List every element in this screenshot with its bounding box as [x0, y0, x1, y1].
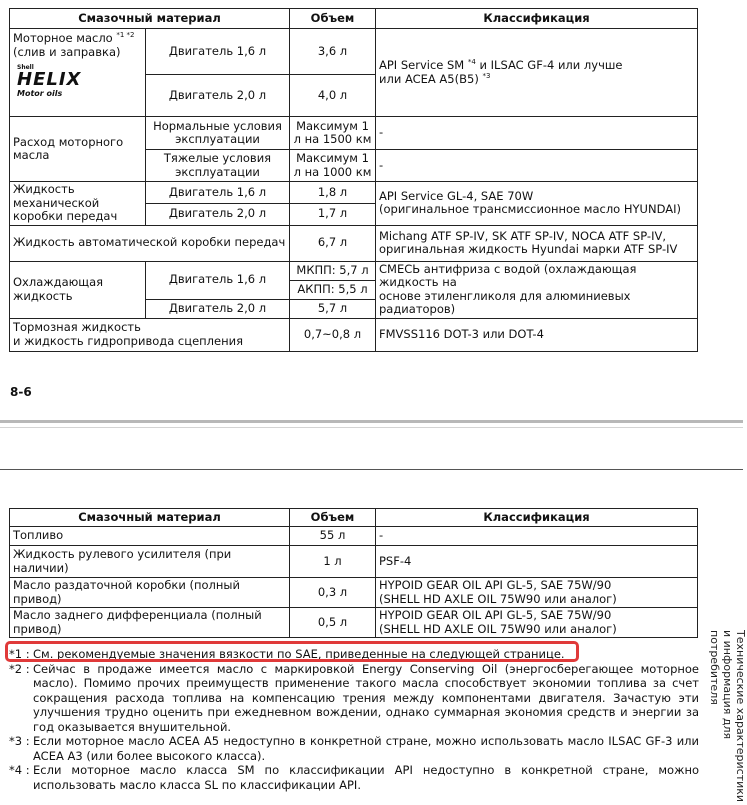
table-row [10, 318, 698, 351]
logo-sub-text: Motor oils [17, 89, 63, 98]
footnote-2 [9, 662, 699, 735]
footnote-text: Если моторное масло класса SM по классификации API недоступно в конкретной стране, можно использовать масло класса SL по классификации API. [33, 763, 699, 792]
manual-vol-1: 1,8 л [290, 182, 376, 204]
side-label-line-2: и информация для потребителя [708, 630, 734, 740]
highlight-box [5, 641, 579, 662]
header-rule [0, 469, 743, 470]
footnote-text: См. рекомендуемые значения вязкости по SAE, приведенные на следующей странице. [33, 647, 565, 661]
consumption-class-2: - [376, 150, 698, 182]
side-label-line-1: Технические характеристики [734, 630, 747, 803]
footnote-mark: *1 *2 [116, 31, 135, 40]
coolant-vol-2: 5,7 л [290, 299, 376, 318]
brake-fluid-label [10, 318, 290, 351]
row-name: Топливо [10, 527, 290, 546]
class-text: оригинальная жидкость Hyundai марки ATF SP-IV [379, 242, 678, 256]
lubricants-table-2 [9, 508, 698, 638]
class-text: (оригинальное трансмиссионное масло HYUNDAI) [379, 202, 681, 217]
header-material: Смазочный материал [10, 9, 290, 29]
class-text: (SHELL HD AXLE OIL 75W90 или аналог) [379, 591, 617, 606]
manual-engine-1: Двигатель 1,6 л [146, 182, 290, 204]
manual-gearbox-label: Жидкость механической коробки передач [10, 182, 146, 226]
class-text: HYPOID GEAR OIL API GL-5, SAE 75W/90 [379, 608, 612, 622]
table-row [10, 608, 698, 638]
class-text: API Service SM [379, 58, 468, 72]
logo-small-text: Shell [17, 64, 34, 71]
automatic-vol: 6,7 л [290, 225, 376, 261]
coolant-vol-at: АКПП: 5,5 л [290, 280, 376, 299]
row-name: Жидкость рулевого усилителя (при наличии) [10, 546, 290, 578]
automatic-classification [376, 225, 698, 261]
row-classification: PSF-4 [376, 546, 698, 578]
header-volume: Объем [290, 9, 376, 29]
footnote-mark: *2 : [9, 661, 30, 676]
footnote-mark: *4 : [9, 763, 30, 777]
table-row [10, 182, 698, 204]
consumption-cond-2: Тяжелые условия эксплуатации [146, 150, 290, 182]
consumption-class-1: - [376, 117, 698, 150]
table-row [10, 117, 698, 150]
coolant-label: Охлаждающая жидкость [10, 261, 146, 318]
manual-vol-2: 1,7 л [290, 203, 376, 225]
row-volume: 55 л [290, 527, 376, 546]
table-header-row [10, 9, 698, 29]
brake-classification: FMVSS116 DOT-3 или DOT-4 [376, 318, 698, 351]
consumption-vol-2: Максимум 1 л на 1000 км [290, 150, 376, 182]
consumption-vol-1: Максимум 1 л на 1500 км [290, 117, 376, 150]
class-text: (SHELL HD AXLE OIL 75W90 или аналог) [379, 621, 617, 636]
class-text: основе этиленгликоля для алюминиевых радиаторов) [379, 288, 631, 316]
class-text: или ACEA A5(B5) [379, 71, 483, 86]
engine-oil-engine-1: Двигатель 1,6 л [146, 29, 290, 75]
table-row [10, 546, 698, 578]
row-classification [376, 578, 698, 608]
logo-main-text: HELIX [17, 69, 82, 90]
class-text: HYPOID GEAR OIL API GL-5, SAE 75W/90 [379, 578, 612, 592]
coolant-classification [376, 261, 698, 318]
manual-classification [376, 182, 698, 226]
engine-oil-volume-1: 3,6 л [290, 29, 376, 75]
page-divider [0, 420, 743, 423]
engine-oil-label-2: (слив и заправка) [13, 44, 121, 59]
page-number: 8-6 [10, 385, 32, 399]
class-text: и ILSAC GF-4 или лучше [475, 58, 623, 72]
table-row [10, 527, 698, 546]
table-row [10, 225, 698, 261]
row-name: Масло раздаточной коробки (полный привод) [10, 578, 290, 608]
row-volume: 0,3 л [290, 578, 376, 608]
header-material: Смазочный материал [10, 509, 290, 527]
brake-vol: 0,7~0,8 л [290, 318, 376, 351]
consumption-label: Расход моторного масла [10, 117, 146, 182]
consumption-cond-1: Нормальные условия эксплуатации [146, 117, 290, 150]
side-section-label [708, 630, 747, 805]
table-row [10, 29, 698, 75]
lubricants-table-1 [9, 8, 698, 352]
footnote-mark: *3 : [9, 734, 30, 748]
footnote-mark: *3 [482, 71, 491, 80]
coolant-vol-mt: МКПП: 5,7 л [290, 261, 376, 280]
engine-oil-volume-2: 4,0 л [290, 75, 376, 117]
footnote-text: Сейчас в продаже имеется масло с маркировкой Energy Conserving Oil (энергосберегающее моторное масло). Помимо прочих преимуществ применение такого масла способствует экономии топлива за счет сокращения расхода топлива на компенсацию трения между компонентами двигателя. Зачастую эти улучшения трудно оценить при ежедневном вождении, однако суммарная экономия средств и энергии за год оказывается внушительной. [33, 661, 699, 734]
table-row [10, 578, 698, 608]
footnote-text: Если моторное масло ACEA A5 недоступно в конкретной стране, можно использовать масло ILSAC GF-3 или ACEA A3 (или более высокого класса). [33, 734, 699, 763]
brake-label-2: и жидкость гидропривода сцепления [13, 333, 243, 348]
engine-oil-label: Моторное масло [13, 31, 113, 45]
row-classification: - [376, 527, 698, 546]
class-text: API Service GL-4, SAE 70W [379, 188, 534, 203]
footnotes [9, 647, 699, 792]
footnote-mark: *1 : [9, 647, 30, 661]
row-volume: 1 л [290, 546, 376, 578]
automatic-gearbox-label: Жидкость автоматической коробки передач [10, 225, 290, 261]
footnote-3 [9, 734, 699, 763]
engine-oil-cell [10, 29, 146, 117]
header-volume: Объем [290, 509, 376, 527]
header-classification: Классификация [376, 509, 698, 527]
row-classification [376, 608, 698, 638]
page-divider-shadow [0, 427, 743, 428]
engine-oil-engine-2: Двигатель 2,0 л [146, 75, 290, 117]
class-text: СМЕСЬ антифриза с водой (охлаждающая жидкость на [379, 261, 637, 289]
table-header-row [10, 509, 698, 527]
row-name: Масло заднего дифференциала (полный привод) [10, 608, 290, 638]
coolant-engine-1: Двигатель 1,6 л [146, 261, 290, 299]
footnote-mark: *4 [467, 58, 476, 67]
footnote-4 [9, 763, 699, 792]
engine-oil-classification [376, 29, 698, 117]
shell-helix-logo [17, 65, 91, 98]
table-row [10, 261, 698, 280]
manual-engine-2: Двигатель 2,0 л [146, 203, 290, 225]
header-classification: Классификация [376, 9, 698, 29]
brake-label-1: Тормозная жидкость [13, 320, 141, 334]
row-volume: 0,5 л [290, 608, 376, 638]
class-text: Michang ATF SP-IV, SK ATF SP-IV, NOCA ATF SP-IV, [379, 228, 666, 243]
coolant-engine-2: Двигатель 2,0 л [146, 299, 290, 318]
